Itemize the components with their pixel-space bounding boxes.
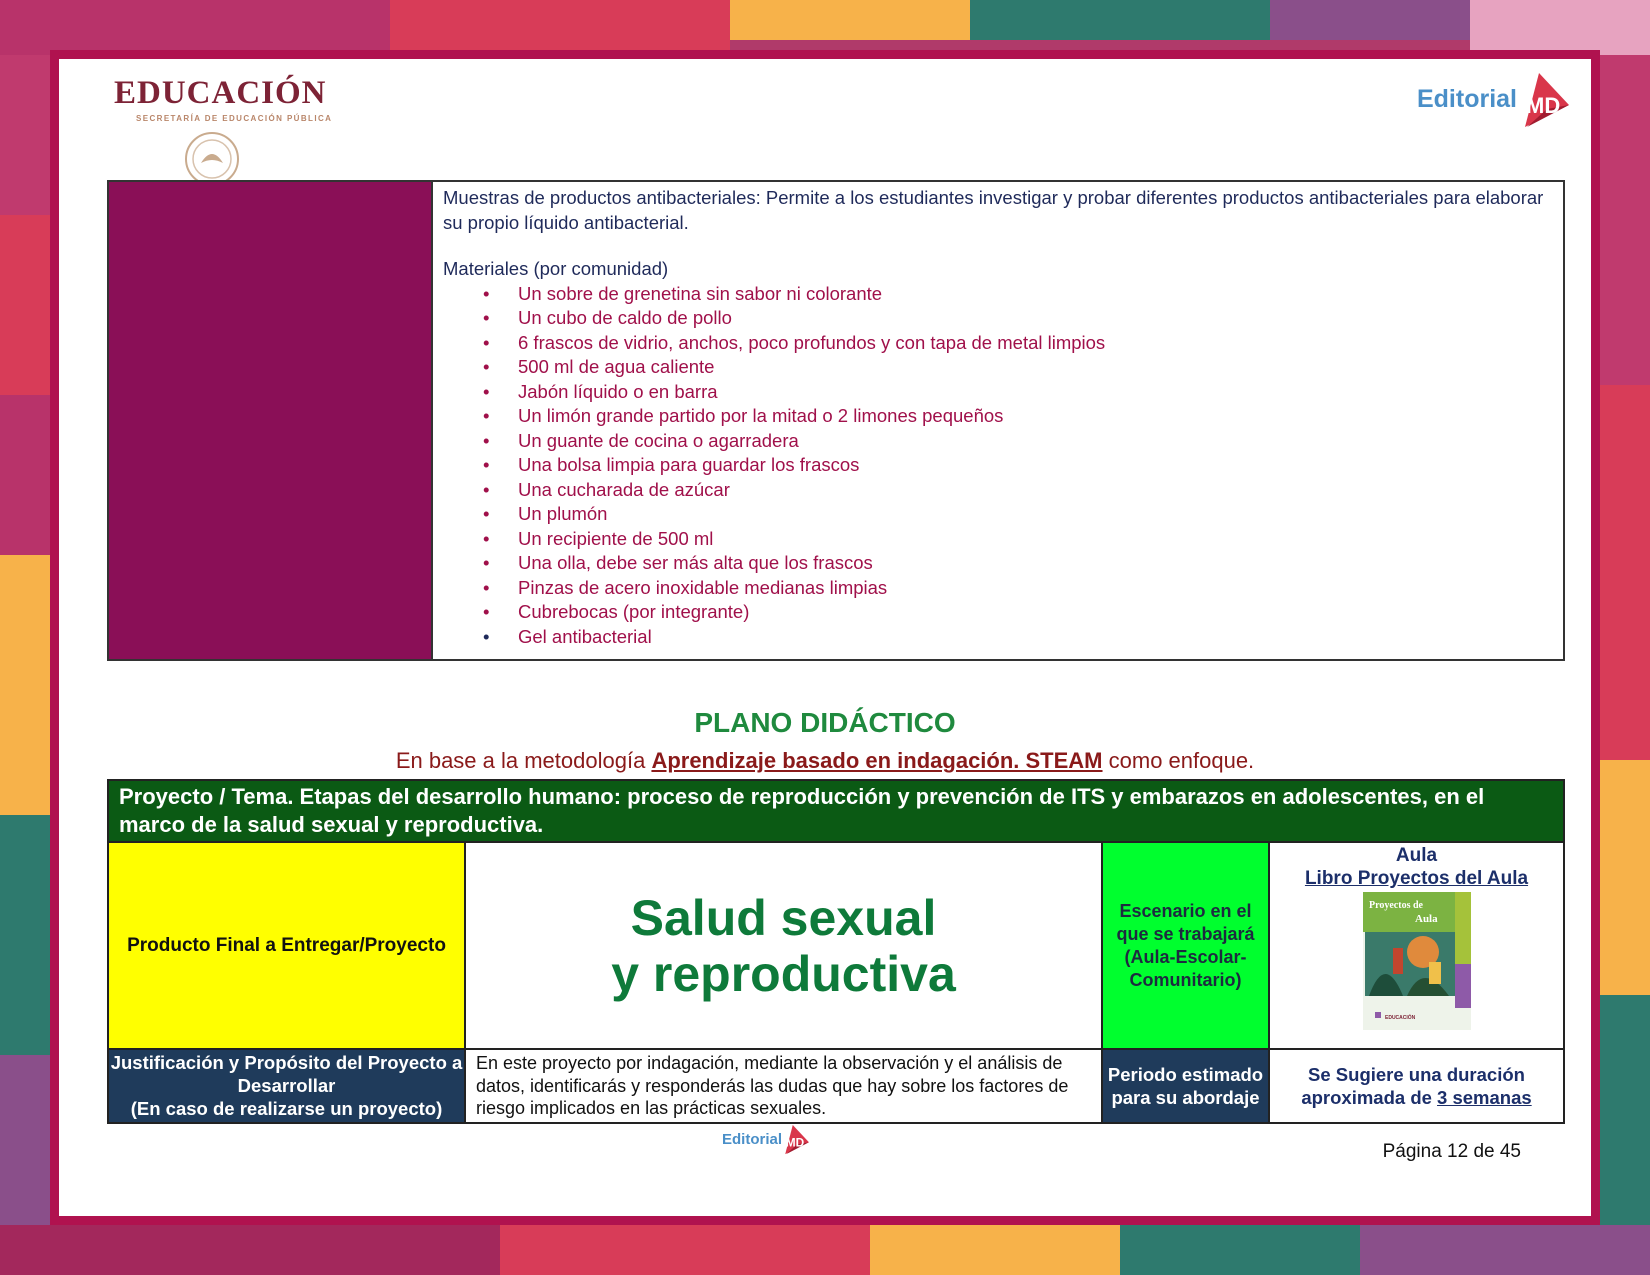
sep-logo-word: EDUCACIÓN: [114, 75, 327, 111]
list-item: • 500 ml de agua caliente: [493, 355, 1553, 380]
product-label: Producto Final a Entregar/Proyecto: [108, 842, 465, 1049]
svg-text:MD: MD: [1526, 93, 1561, 118]
editorial-md-logo: [1417, 69, 1571, 129]
project-header: Proyecto / Tema. Etapas del desarrollo humano: proceso de reproducción y prevención de ITS y embarazos en adolescentes, en el marco de la salud sexual y reproductiva.: [108, 780, 1564, 842]
resources-intro: Muestras de productos antibacteriales: Permite a los estudiantes investigar y probar diferentes productos antibacteriales para elaborar su propio líquido antibacterial.: [443, 187, 1544, 233]
sep-logo-subtitle: SECRETARÍA DE EDUCACIÓN PÚBLICA: [136, 114, 333, 123]
duration-cell: [1269, 1049, 1564, 1123]
duration-link[interactable]: 3 semanas: [1437, 1086, 1532, 1108]
period-label: Periodo estimado para su abordaje: [1102, 1049, 1269, 1123]
list-item: • Una bolsa limpia para guardar los frascos: [493, 453, 1553, 478]
list-item: • 6 frascos de vidrio, anchos, poco profundos y con tapa de metal limpios: [493, 331, 1553, 356]
footer-md-logo-icon: [782, 1122, 810, 1156]
aula-label: Aula: [1395, 845, 1438, 866]
book-link[interactable]: Libro Proyectos del Aula: [1304, 868, 1529, 889]
plano-title: PLANO DIDÁCTICO: [694, 707, 956, 738]
svg-text:MD: MD: [785, 1135, 805, 1150]
editorial-md-logo-word: Editorial: [1416, 84, 1517, 113]
resources-table: [107, 180, 1565, 661]
list-item: • Un plumón: [493, 502, 1553, 527]
book-cover-title: Proyectos de: [1368, 900, 1423, 911]
list-item: • Un sobre de grenetina sin sabor ni colorante: [493, 282, 1553, 307]
list-item: • Jabón líquido o en barra: [493, 380, 1553, 405]
page-number: Página 12 de 45: [1382, 1141, 1521, 1162]
list-item: • Pinzas de acero inoxidable medianas limpias: [493, 576, 1553, 601]
list-item: • Un guante de cocina o agarradera: [493, 429, 1553, 454]
md-logo-icon: [1519, 69, 1571, 129]
list-item: • Cubrebocas (por integrante): [493, 600, 1553, 625]
methodology-link[interactable]: Aprendizaje basado en indagación. STEAM: [651, 748, 1103, 773]
book-cover-publisher: EDUCACIÓN: [1384, 1015, 1415, 1021]
plano-subtitle-before: En base a la metodología: [395, 748, 652, 773]
plano-subtitle-after: como enfoque.: [1102, 748, 1255, 773]
scenario-label: Escenario en el que se trabajará (Aula-Escolar-Comunitario): [1102, 842, 1269, 1049]
list-item: • Gel antibacterial: [493, 625, 1553, 650]
justification-label-line2: (En caso de realizarse un proyecto): [130, 1098, 443, 1120]
product-title-line1: Salud sexual: [630, 889, 937, 946]
scenario-aula-cell: [1269, 842, 1564, 1049]
footer-logo-word: Editorial: [722, 1130, 783, 1148]
materials-heading: Materiales (por comunidad): [443, 258, 669, 279]
duration-text: Se Sugiere una duración aproximada de: [1301, 1063, 1525, 1108]
justification-text: En este proyecto por indagación, mediante la observación y el análisis de datos, identificarás y responderás las dudas que hay sobre los factores de riesgo implicados en las prácticas sexuales.: [465, 1049, 1102, 1123]
justification-label-line1: Justificación y Propósito del Proyecto a Desarrollar: [110, 1052, 463, 1097]
document-page: [50, 50, 1600, 1225]
footer-logo: [722, 1122, 810, 1156]
list-item: • Una cucharada de azúcar: [493, 478, 1553, 503]
book-cover-image[interactable]: [1363, 892, 1471, 1030]
list-item: • Un cubo de caldo de pollo: [493, 306, 1553, 331]
project-table: [107, 779, 1565, 1124]
plano-subtitle: [59, 748, 1591, 774]
materials-list: [443, 282, 1553, 650]
list-item: • Un recipiente de 500 ml: [493, 527, 1553, 552]
list-item: • Un limón grande partido por la mitad o 2 limones pequeños: [493, 404, 1553, 429]
justification-label: [108, 1049, 465, 1123]
resources-label-cell: [108, 181, 432, 660]
resources-content-cell: [432, 181, 1564, 660]
sep-logo: [114, 75, 332, 123]
list-item: • Una olla, debe ser más alta que los frascos: [493, 551, 1553, 576]
product-title-line2: y reproductiva: [611, 945, 956, 1002]
book-cover-subtitle: Aula: [1414, 913, 1438, 925]
product-title: [465, 842, 1102, 1049]
